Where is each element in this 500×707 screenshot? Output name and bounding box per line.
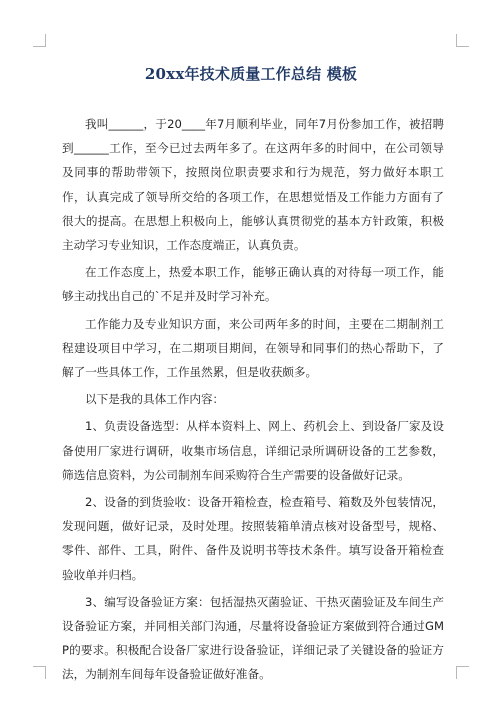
crop-mark-top-left	[33, 34, 46, 47]
crop-mark-top-right	[456, 34, 469, 47]
document-title: 20xx年技术质量工作总结 模板	[144, 65, 358, 83]
paragraph-attitude: 在工作态度上，热爱本职工作，能够正确认真的对待每一项工作，能够主动找出自己的`不足并及时学习补充。	[62, 265, 444, 304]
paragraph-item-2: 2、设备的到货验收：设备开箱检查，检查箱号、箱数及外包装情况，发现问题，做好记录，及时处理。按照装箱单清点核对设备型号，规格、零件、部件、工具，附件、备件及说明书等技术条件。填写设备开箱检查验收单并归档。	[62, 495, 444, 582]
paragraph-ability: 工作能力及专业知识方面，来公司两年多的时间，主要在二期制剂工程建设项目中学习，在二期项目期间，在领导和同事们的热心帮助下，了解了一些具体工作，工作虽然累，但是收获颇多。	[62, 316, 444, 380]
document-body	[62, 112, 444, 690]
crop-mark-bottom-right	[456, 666, 469, 679]
crop-mark-bottom-left	[33, 666, 46, 679]
paragraph-intro: 我叫______，于20____年7月顺利毕业，同年7月份参加工作，被招聘到______工作，至今已过去两年多了。在这两年多的时间中，在公司领导及同事的帮助带领下，按照岗位职责要求和行为规范，努力做好本职工作，认真完成了领导所交给的各项工作，在思想觉悟及工作能力方面有了很大的提高。在思想上积极向上，能够认真贯彻党的基本方针政策，积极主动学习专业知识，工作态度端正，认真负责。	[62, 117, 444, 253]
paragraph-item-3: 3、编写设备验证方案：包括湿热灭菌验证、干热灭菌验证及车间生产设备验证方案，并同相关部门沟通，尽量将设备验证方案做到符合通过GMP的要求。积极配合设备厂家进行设备验证，详细记录了关键设备的验证方法，为制剂车间每年设备验证做好准备。	[62, 594, 444, 682]
paragraph-list-intro: 以下是我的具体工作内容：	[85, 392, 225, 407]
paragraph-item-1: 1、负责设备选型：从样本资料上、网上、药机会上、到设备厂家及设备使用厂家进行调研，收集市场信息，详细记录所调研设备的工艺参数，筛选信息资料，为公司制剂车间采购符合生产需要的设备做好记录。	[62, 419, 444, 482]
